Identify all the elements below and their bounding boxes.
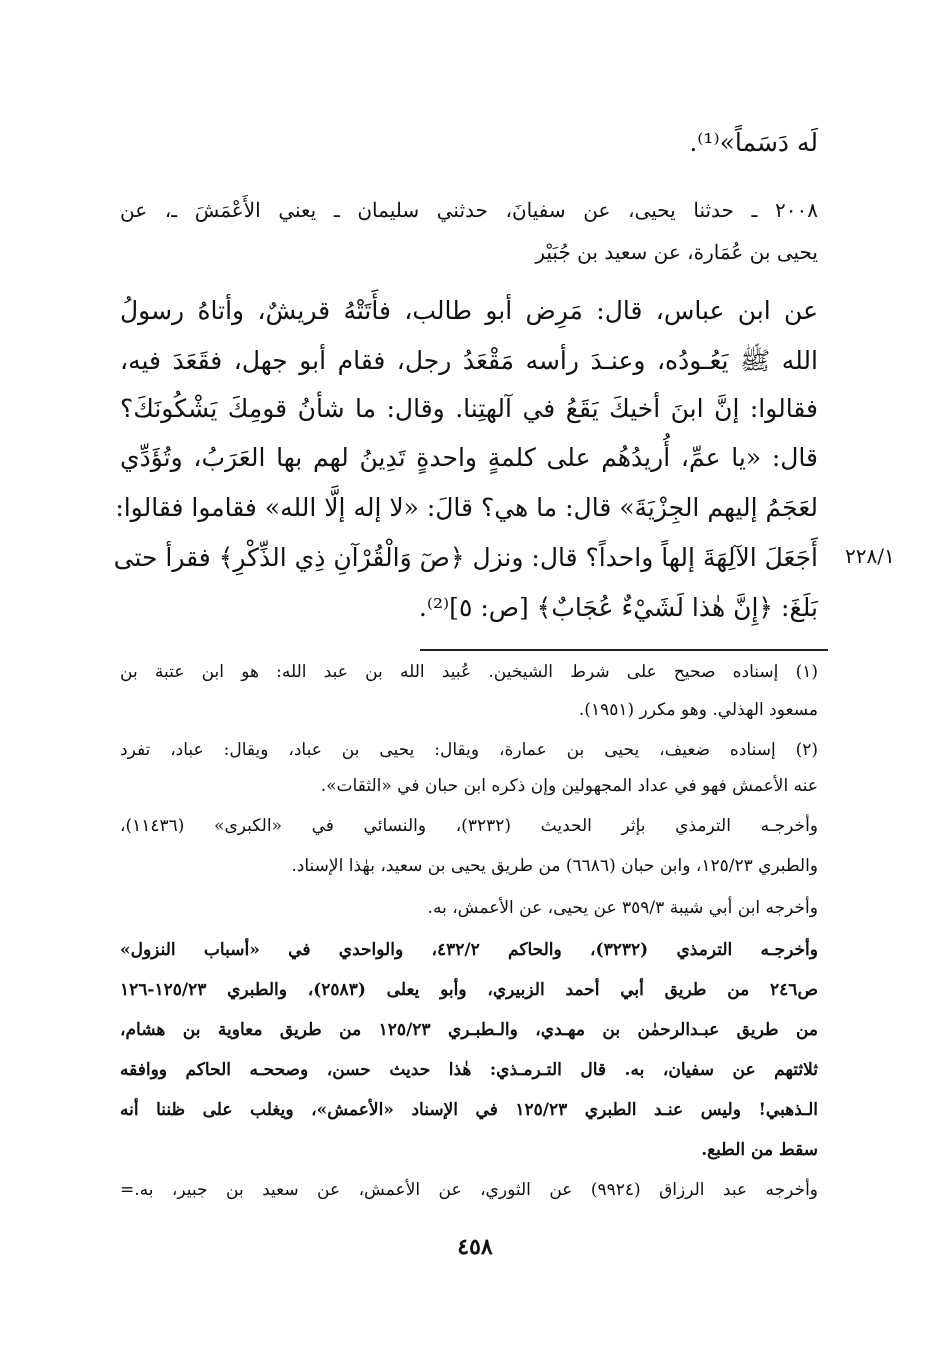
isnad-line-1: ٢٠٠٨ ـ حدثنا يحيى، عن سفيانَ، حدثني سليمان ـ يعني الأَعْمَشَ ـ، عن bbox=[120, 198, 818, 222]
footnote-line-7: وأخرجه ابن أبي شيبة ٣٥٩/٣ عن يحيى، عن الأعمش، به. bbox=[427, 898, 818, 918]
matn-line-3: فقالوا: إنَّ ابنَ أخيكَ يَقَعُ في آلهتِنا. وقال: ما شأنُ قومِكَ يَشْكُونَكَ؟ bbox=[120, 394, 818, 423]
footnote-line-8: وأخرجـه الترمذي (٣٢٣٢)، والحاكم ٤٣٢/٢، والواحدي في «أسباب النزول» bbox=[120, 940, 818, 960]
matn-line-5: لعَجَمُ إليهم الجِزْيَةَ» قال: ما هي؟ قالَ: «لا إله إلَّا الله» فقاموا فقالوا: bbox=[115, 493, 818, 522]
footnote-line-9: ص٢٤٦ من طريق أبي أحمد الزبيري، وأبو يعلى (٢٥٨٣)، والطبري ١٢٥/٢٣-١٢٦ bbox=[120, 980, 818, 1000]
footnote-line-10: من طريق عبـدالرحمٰن بن مهـدي، والـطبـري ١٢٥/٢٣ من طريق معاوية بن هشام، bbox=[120, 1020, 819, 1040]
matn-line-2: الله ﷺ يَعُـودُه، وعنـدَ رأسه مَقْعَدُ رجل، فقام أبو جهل، فقَعَدَ فيه، bbox=[120, 346, 818, 375]
footnote-line-5: وأخرجـه الترمذي بإثر الحديث (٣٢٣٢)، والنسائي في «الكبرى» (١١٤٣٦)، bbox=[120, 816, 819, 836]
isnad-line-2: يحيى بن عُمَارة، عن سعيد بن جُبَيْر bbox=[535, 240, 818, 264]
footnote-line-12: الـذهبي! وليس عنـد الطبري ١٢٥/٢٣ في الإسناد «الأعمش»، ويغلب على ظننا أنه bbox=[120, 1100, 819, 1120]
footnote-line-2: مسعود الهذلي. وهو مكرر (١٩٥١). bbox=[578, 700, 818, 720]
page-number: ٤٥٨ bbox=[457, 1234, 493, 1260]
page-reference: ٢٢٨/١ bbox=[845, 544, 895, 568]
matn-line-6: أَجَعَلَ الآلِهَةَ إلهاً واحداً؟ قال: ونزل ﴿صٓ وَالْقُرْآنِ ذِي الذِّكْرِ﴾ فقرأ حتى bbox=[113, 543, 818, 572]
footnote-line-3: (٢) إسناده ضعيف، يحيى بن عمارة، ويقال: يحيى بن عباد، ويقال: عباد، تفرد bbox=[120, 740, 818, 760]
footnote-line-1: (١) إسناده صحيح على شرط الشيخين. عُبيد الله بن عبد الله: هو ابن عتبة بن bbox=[120, 662, 818, 682]
footnote-line-13: سقط من الطبع. bbox=[701, 1140, 818, 1160]
footnote-line-14: وأخرجه عبد الرزاق (٩٩٢٤) عن الثوري، عن الأعمش، عن سعيد بن جبير، به.= bbox=[120, 1180, 819, 1200]
footnote-line-4: عنه الأعمش فهو في عداد المجهولين وإن ذكره ابن حبان في «الثقات». bbox=[320, 776, 818, 796]
matn-line-4: قال: «يا عمِّ، أُريدُهُم على كلمةٍ واحدةٍ تَدِينُ لهم بها العَرَبُ، وتُؤَدِّي bbox=[120, 443, 818, 472]
matn-line-7: بَلَغَ: ﴿إِنَّ هٰذا لَشَيْءٌ عُجَابٌ﴾ [ص: ٥]⁽²⁾. bbox=[418, 593, 818, 622]
footnote-line-6: والطبري ١٢٥/٢٣، وابن حبان (٦٦٨٦) من طريق يحيى بن سعيد، بهٰذا الإسناد. bbox=[291, 856, 818, 876]
footnote-line-11: ثلاثتهم عن سفيان، به. قال التـرمـذي: هٰذا حديث حسن، وصححـه الحاكم ووافقه bbox=[120, 1060, 818, 1080]
matn-line-1: عن ابن عباس، قال: مَرِض أبو طالب، فأَتَتْهُ قريشٌ، وأتاهُ رسولُ bbox=[120, 296, 818, 325]
top-fragment: لَه دَسَماً»⁽¹⁾. bbox=[689, 128, 818, 157]
footnote-separator bbox=[420, 649, 828, 651]
